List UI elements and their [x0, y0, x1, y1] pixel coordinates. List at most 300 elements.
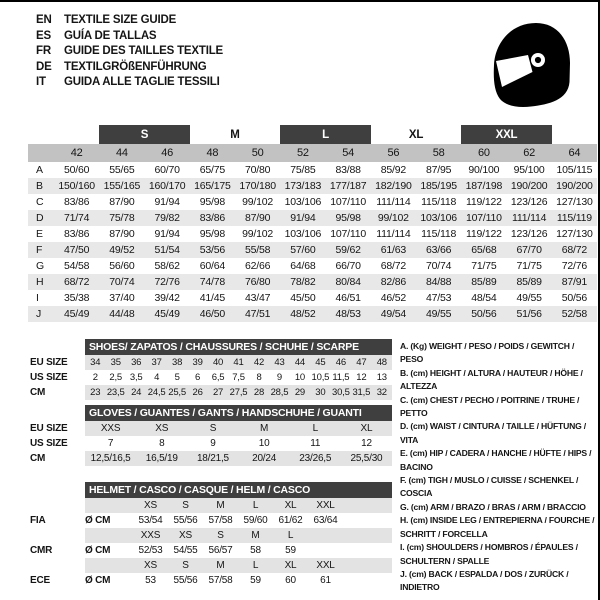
standard-label: CMR	[30, 545, 53, 556]
helmet-table-title: HELMET / CASCO / CASQUE / HELM / CASCO	[85, 482, 392, 498]
measurement-cell: 63/66	[416, 242, 461, 258]
numeric-size-cell: 54	[326, 144, 371, 162]
gloves-rows	[30, 421, 392, 466]
measurement-cell: 62/66	[244, 260, 271, 272]
value-cell: 10,5	[311, 372, 330, 383]
legend-item: C. (cm) CHEST / PECHO / POITRINE / TRUHE / PETTO	[400, 394, 580, 419]
value-cell: 44	[294, 357, 305, 368]
measurement-cell: 70/80	[244, 164, 271, 176]
size-group-cell: M	[230, 128, 240, 141]
value-cell: 28	[253, 387, 265, 398]
measurement-cell: 49/55	[416, 306, 461, 322]
value-cell: 27,5	[229, 387, 248, 398]
value-cell: 40	[212, 357, 224, 368]
measurement-cell: 58/62	[154, 260, 180, 272]
value-cell: 34	[90, 357, 101, 368]
value-cell: 31,5	[352, 387, 371, 398]
measurement-cell: 150/160	[54, 178, 99, 194]
value-cell: 57/58	[208, 575, 233, 586]
value-cell: 39	[192, 357, 203, 368]
measurement-cell: 65/68	[461, 242, 506, 258]
measurement-cell: 68/72	[54, 274, 99, 290]
legend-item: I. (cm) SHOULDERS / HOMBROS / ÉPAULES / SCHULTERN / SPALLE	[400, 542, 578, 566]
unit-cell	[85, 498, 133, 513]
measurement-cell: 123/126	[510, 228, 548, 240]
measurement-cell: 165/175	[190, 178, 235, 194]
measurement-cell: 59/62	[326, 242, 371, 258]
guide-title-text: TEXTILE SIZE GUIDE	[64, 14, 177, 26]
gloves-table	[30, 405, 392, 466]
language-code: DE	[36, 60, 52, 73]
numeric-size-cell: 48	[190, 144, 235, 162]
size-group-cell: XL	[408, 128, 424, 141]
value-cell: 8	[256, 372, 262, 383]
value-cell: XS	[155, 423, 169, 434]
value-cell: XL	[284, 500, 297, 511]
value-cell: 30,5	[332, 387, 350, 398]
legend-item: F. (cm) TIGH / MUSLO / CUISSE / SCHENKEL / COSCIA	[400, 475, 579, 499]
measurement-row	[28, 194, 597, 210]
measurement-cell: 82/86	[371, 274, 416, 290]
measurement-cell: 66/70	[335, 260, 361, 272]
row-label: US SIZE	[30, 372, 68, 383]
value-cell: 63/64	[313, 515, 338, 526]
value-cell: M	[251, 530, 260, 541]
value-cell: 59	[250, 575, 261, 586]
standard-label	[30, 498, 85, 513]
value-cell: 42	[253, 357, 265, 368]
numeric-size-cell: 44	[99, 144, 144, 162]
shoes-table	[30, 339, 392, 400]
value-cell: 25,5/30	[350, 453, 383, 464]
value-cell: 56/57	[208, 545, 233, 556]
shoes-table-title: SHOES/ ZAPATOS / CHAUSSURES / SCHUHE / SCARPE	[85, 339, 392, 355]
measurement-cell: 160/170	[145, 178, 190, 194]
value-cell: XS	[144, 500, 157, 511]
measurement-row	[28, 274, 597, 290]
measurement-cell: 75/78	[99, 210, 144, 226]
measurement-cell: 50/56	[561, 292, 588, 304]
value-cell: 25,5	[168, 387, 186, 398]
value-cell: XS	[179, 530, 192, 541]
measurement-cell: 90/100	[468, 164, 500, 176]
measurement-cell: 37/40	[109, 292, 135, 304]
language-row	[36, 13, 223, 29]
measurement-cell: 50/60	[63, 164, 90, 176]
value-cell	[308, 543, 343, 558]
value-cell: 58	[250, 545, 261, 556]
measurement-cell: 85/89	[507, 274, 552, 290]
size-group-cell: S	[99, 125, 190, 144]
measurement-cell: 95/98	[326, 210, 371, 226]
measurement-cell: 107/110	[330, 196, 367, 208]
measurement-cell: 53/56	[190, 242, 235, 258]
size-row	[30, 421, 392, 436]
measurement-row	[28, 258, 597, 274]
value-cell: 23	[90, 387, 101, 398]
value-cell: 10	[258, 438, 270, 449]
value-cell: 52/53	[138, 545, 163, 556]
value-cell: 30	[315, 387, 326, 398]
value-cell: 3,5	[129, 372, 143, 383]
measurement-cell: 47/50	[54, 242, 99, 258]
measurement-cell: 43/47	[244, 292, 271, 304]
unit-cell	[85, 558, 133, 573]
value-cell: 61	[320, 575, 331, 586]
unit-cell	[85, 528, 133, 543]
value-cell: 12	[356, 372, 367, 383]
measurement-cell: 56/60	[109, 260, 135, 272]
measurement-cell: 55/58	[235, 242, 280, 258]
measurement-cell: 155/165	[99, 178, 144, 194]
measurement-cell: 182/190	[371, 178, 416, 194]
row-label-cell: G	[36, 260, 44, 272]
size-row	[30, 370, 392, 385]
helmet-row	[30, 513, 392, 528]
value-cell: 8	[159, 438, 165, 449]
measurement-cell: 99/102	[371, 210, 416, 226]
measurement-cell: 65/75	[199, 164, 226, 176]
measurement-cell: 84/88	[416, 274, 461, 290]
row-label-cell: D	[28, 210, 54, 226]
measurement-cell: 185/195	[416, 178, 461, 194]
value-cell: XXS	[100, 423, 121, 434]
guide-title-text: TEXTILGRÖßENFÜHRUNG	[64, 60, 207, 73]
row-values	[85, 558, 392, 573]
value-cell: 36	[131, 357, 142, 368]
value-cell: 60	[285, 575, 296, 586]
value-cell: S	[182, 500, 189, 511]
value-cell: 32	[376, 387, 387, 398]
value-cell: 24	[131, 387, 142, 398]
legend-item: E. (cm) HIP / CADERA / HANCHE / HÜFTE / HIPS / BACINO	[400, 448, 592, 472]
unit-cell: Ø CM	[85, 575, 111, 586]
value-cell: 53/54	[138, 515, 163, 526]
value-cell: 5	[174, 372, 180, 383]
value-cell: 48	[376, 357, 387, 368]
size-row	[30, 436, 392, 451]
measurement-cell: 115/118	[421, 228, 457, 240]
main-size-table	[28, 125, 597, 322]
measurement-cell: 48/52	[280, 306, 325, 322]
measurement-cell: 70/74	[425, 260, 452, 272]
measurement-cell: 173/183	[280, 178, 325, 194]
size-group-cell	[28, 125, 99, 144]
size-row	[30, 451, 392, 466]
measurement-cell: 39/42	[154, 292, 180, 304]
row-values	[85, 543, 392, 558]
value-cell: 37	[151, 357, 162, 368]
guide-title-text: GUIDA ALLE TAGLIE TESSILI	[64, 76, 220, 89]
row-label: US SIZE	[30, 438, 68, 449]
unit-cell: Ø CM	[85, 545, 111, 556]
measurement-cell: 51/54	[145, 242, 190, 258]
legend-item: J. (cm) BACK / ESPALDA / DOS / ZURÜCK / INDIETRO	[400, 568, 569, 593]
legend-item: D. (cm) WAIST / CINTURA / TAILLE / HÜFTUNG / VITA	[400, 421, 586, 445]
measurement-cell: 41/45	[199, 292, 226, 304]
measurement-cell: 61/63	[371, 242, 416, 258]
measurement-cell: 60/70	[154, 164, 180, 176]
measurement-cell: 48/54	[471, 292, 497, 304]
legend-item: A. (Kg) WEIGHT / PESO / POIDS / GEWITCH / PESO	[400, 341, 575, 365]
value-cell: S	[182, 560, 189, 571]
measurement-cell: 190/200	[552, 178, 597, 194]
value-cell: 24,5	[147, 387, 166, 398]
measurement-cell: 87/90	[109, 228, 135, 240]
language-row	[36, 44, 223, 60]
measurement-cell: 74/78	[190, 274, 235, 290]
legend-item: H. (cm) INSIDE LEG / ENTREPIERNA / FOURCHE / SCHRITT / FORCELLA	[400, 515, 595, 539]
measurement-cell: 111/114	[507, 210, 552, 226]
measurement-cell: 45/50	[290, 292, 316, 304]
measurement-row	[28, 210, 597, 226]
measurement-cell: 103/106	[284, 228, 322, 240]
value-cell: 11,5	[332, 372, 350, 383]
row-label-cell: J	[28, 306, 54, 322]
value-cell: 4	[154, 372, 160, 383]
row-label-cell: I	[36, 292, 39, 304]
measurement-cell: 35/38	[63, 292, 90, 304]
measurement-row	[28, 242, 597, 258]
row-label-cell: C	[36, 196, 44, 208]
measurement-cell: 177/187	[326, 178, 371, 194]
row-values	[85, 355, 392, 370]
measurement-cell: 99/102	[242, 196, 274, 208]
value-cell: 2,5	[109, 372, 122, 383]
value-cell: 35	[110, 357, 121, 368]
numeric-size-cell: 58	[416, 144, 461, 162]
measurement-cell: 119/122	[465, 228, 502, 240]
measurement-cell: 79/82	[145, 210, 190, 226]
value-cell: 7	[107, 438, 114, 449]
value-cell: 23/26,5	[299, 453, 332, 464]
numeric-size-cell: 50	[235, 144, 280, 162]
language-code: FR	[36, 45, 51, 58]
row-values	[85, 451, 392, 466]
measurement-cell: 107/110	[461, 210, 506, 226]
unit-cell: Ø CM	[85, 515, 111, 526]
value-cell: XS	[144, 560, 157, 571]
value-cell: 61/62	[278, 515, 303, 526]
measurement-cell: 103/106	[284, 196, 322, 208]
measurement-cell: 95/98	[199, 228, 226, 240]
value-cell: 41	[233, 357, 244, 368]
measurement-cell: 64/68	[290, 260, 316, 272]
size-row	[30, 385, 392, 400]
measurement-cell: 91/94	[154, 228, 180, 240]
value-cell: 46	[335, 357, 346, 368]
measurement-cell: 60/64	[199, 260, 226, 272]
value-cell: 9	[210, 438, 216, 449]
measurement-cell: 70/74	[99, 274, 144, 290]
size-row	[30, 355, 392, 370]
numeric-size-cell: 56	[371, 144, 416, 162]
row-label: CM	[30, 387, 46, 398]
helmet-table	[30, 482, 392, 588]
shoes-rows	[30, 355, 392, 400]
measurement-cell: 46/51	[335, 292, 361, 304]
measurement-cell: 115/119	[552, 210, 597, 226]
measurement-cell: 47/51	[235, 306, 280, 322]
value-cell: XXL	[316, 560, 335, 571]
measurement-cell: 107/110	[330, 228, 367, 240]
measurement-cell: 83/86	[63, 196, 90, 208]
standard-label	[30, 528, 85, 543]
measurement-cell: 91/94	[154, 196, 180, 208]
standard-label: FIA	[30, 515, 46, 526]
measurement-cell: 190/200	[507, 178, 552, 194]
measurement-cell: 71/75	[516, 260, 542, 272]
measurement-cell: 45/49	[54, 306, 99, 322]
numeric-size-cell: 64	[552, 144, 597, 162]
value-cell: S	[217, 530, 224, 541]
value-cell: 26	[192, 387, 203, 398]
measurement-cell: 115/118	[421, 196, 457, 208]
measurement-cell: 87/90	[235, 210, 280, 226]
numeric-size-row	[28, 144, 597, 162]
value-cell: 57/58	[208, 515, 233, 526]
row-label-cell: A	[36, 164, 43, 176]
language-row	[36, 29, 223, 45]
measurement-cell: 72/76	[561, 260, 588, 272]
measurement-cell: 87/90	[109, 196, 135, 208]
measurement-cell: 91/94	[280, 210, 325, 226]
value-cell: 59/60	[243, 515, 268, 526]
helmet-row	[30, 558, 392, 573]
value-cell: M	[216, 560, 225, 571]
measurement-cell: 57/60	[280, 242, 325, 258]
value-cell: M	[216, 500, 225, 511]
measurement-cell: 49/52	[99, 242, 144, 258]
measurement-cell: 46/50	[190, 306, 235, 322]
measurement-cell: 49/54	[371, 306, 416, 322]
value-cell: 12	[361, 438, 372, 449]
measurement-row	[28, 290, 597, 306]
legend-list	[400, 340, 597, 595]
language-code: IT	[36, 76, 46, 89]
measurement-cell: 83/86	[190, 210, 235, 226]
row-values	[85, 421, 392, 436]
measurement-cell: 127/130	[556, 228, 593, 240]
measurement-row	[28, 178, 597, 194]
row-label: CM	[30, 453, 46, 464]
value-cell: XXL	[316, 500, 335, 511]
measurement-cell: 187/198	[461, 178, 506, 194]
helmet-row	[30, 543, 392, 558]
measurement-cell: 111/114	[376, 196, 411, 208]
measurement-cell: 72/76	[145, 274, 190, 290]
row-label: EU SIZE	[30, 357, 68, 368]
measurement-cell: 105/115	[556, 164, 593, 176]
measurement-cell: 54/58	[63, 260, 90, 272]
measurement-cell: 85/92	[380, 164, 407, 176]
language-code: EN	[36, 14, 52, 26]
measurement-cell: 49/55	[516, 292, 542, 304]
measurement-cell: 44/48	[99, 306, 144, 322]
row-label: EU SIZE	[30, 423, 68, 434]
value-cell: 27	[212, 387, 224, 398]
numeric-size-cell: 46	[145, 144, 190, 162]
measurement-cell: 76/80	[235, 274, 280, 290]
size-group-cell: L	[280, 125, 371, 144]
row-label-cell: F	[28, 242, 54, 258]
measurement-cell: 85/89	[461, 274, 506, 290]
value-cell: 2	[92, 372, 98, 383]
full-face-helmet-icon	[482, 18, 582, 110]
measurement-cell: 111/114	[376, 228, 411, 240]
value-cell: XL	[284, 560, 297, 571]
value-cell: 43	[274, 357, 285, 368]
measurement-cell: 80/84	[326, 274, 371, 290]
value-cell: 12,5/16,5	[90, 453, 131, 464]
value-cell: 23,5	[106, 387, 125, 398]
helmet-rows	[30, 498, 392, 588]
guide-title-text: GUÍA DE TALLAS	[64, 29, 157, 42]
row-values	[85, 573, 392, 588]
measurement-row	[28, 226, 597, 242]
measurement-cell: 51/56	[507, 306, 552, 322]
measurement-cell: 48/53	[326, 306, 371, 322]
value-cell: 18/21,5	[196, 453, 229, 464]
helmet-row	[30, 573, 392, 588]
value-cell: XXS	[140, 530, 161, 541]
value-cell: M	[260, 423, 269, 434]
gloves-table-title: GLOVES / GUANTES / GANTS / HANDSCHUHE / GUANTI	[85, 405, 392, 421]
value-cell	[308, 528, 343, 543]
row-values	[85, 436, 392, 451]
measurement-cell: 103/106	[416, 210, 461, 226]
helmet-row	[30, 498, 392, 513]
measurement-cell: 67/70	[507, 242, 552, 258]
value-cell: 6	[195, 372, 201, 383]
numeric-size-cell: 42	[54, 144, 99, 162]
measurement-row	[28, 306, 597, 322]
language-row	[36, 60, 223, 76]
measurement-cell: 45/49	[145, 306, 190, 322]
value-cell: 29	[294, 387, 305, 398]
row-values	[85, 513, 392, 528]
value-cell: 53	[145, 575, 156, 586]
measurement-cell: 78/82	[280, 274, 325, 290]
measurement-cell: 52/58	[552, 306, 597, 322]
row-values	[85, 370, 392, 385]
value-cell: L	[252, 500, 259, 511]
measurement-cell: 87/95	[425, 164, 452, 176]
size-group-cell: XXL	[461, 125, 552, 144]
value-cell: S	[209, 423, 217, 434]
measurement-cell: 50/56	[461, 306, 506, 322]
value-cell: 10	[294, 372, 305, 383]
legend-item: B. (cm) HEIGHT / ALTURA / HAUTEUR / HÖHE / ALTEZZA	[400, 367, 583, 392]
numeric-size-cell: 60	[461, 144, 506, 162]
measurement-cell: 83/88	[335, 164, 361, 176]
measurement-cell: 95/100	[513, 164, 545, 176]
value-cell: 38	[172, 357, 183, 368]
measurement-cell: 55/65	[109, 164, 135, 176]
measurement-cell: 71/74	[54, 210, 99, 226]
measurement-cell: 46/52	[380, 292, 407, 304]
measurement-cell: 47/53	[425, 292, 452, 304]
measurement-cell: 119/122	[465, 196, 502, 208]
value-cell: 28,5	[270, 387, 289, 398]
size-group-row	[28, 125, 597, 144]
measurement-cell: 83/86	[63, 228, 90, 240]
measurement-cell: 87/91	[552, 274, 597, 290]
value-cell: 59	[285, 545, 296, 556]
value-cell: L	[312, 423, 318, 434]
value-cell: 47	[356, 357, 367, 368]
value-cell: 55/56	[173, 575, 198, 586]
